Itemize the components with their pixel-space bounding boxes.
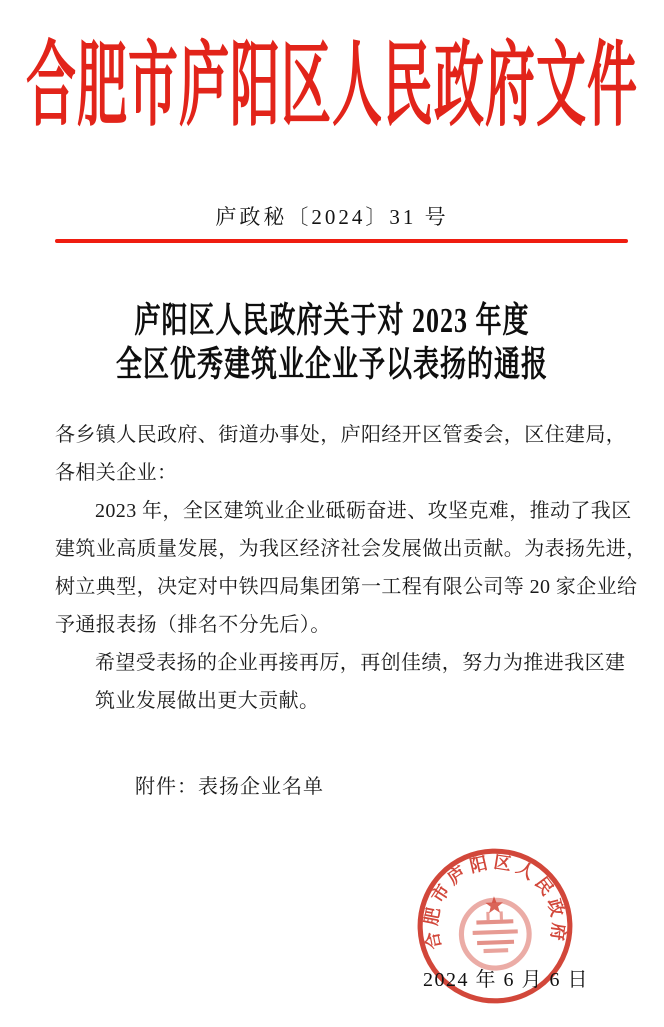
paragraph2-line-1: 希望受表扬的企业再接再厉，再创佳绩，努力为推进我区建 <box>95 652 626 674</box>
seal-arc-text: 合肥市庐阳区人民政府 <box>420 851 570 952</box>
document-body <box>55 416 647 720</box>
document-title-line2-text: 全区优秀建筑业企业予以表扬的通报 <box>115 344 548 384</box>
document-title-line2 <box>0 343 664 387</box>
red-divider-line <box>55 239 628 243</box>
paragraph1-line-4: 予通报表扬（排名不分先后）。 <box>55 614 331 636</box>
document-title <box>0 299 664 387</box>
masthead-title: 合肥市庐阳区人民政府文件 <box>26 33 638 138</box>
national-emblem-icon <box>460 895 530 969</box>
attachment-note: 附件：表扬企业名单 <box>135 776 324 798</box>
document-date: 2024 年 6 月 6 日 <box>423 969 589 991</box>
paragraph2-line-2: 筑业发展做出更大贡献。 <box>95 690 320 712</box>
salutation-line-2: 各相关企业： <box>55 462 178 484</box>
red-masthead <box>0 24 664 138</box>
salutation-line-1: 各乡镇人民政府、街道办事处，庐阳经开区管委会，区住建局， <box>55 424 627 446</box>
paragraph1-line-3: 树立典型，决定对中铁四局集团第一工程有限公司等 20 家企业给 <box>55 576 638 598</box>
paragraph1-line-2: 建筑业高质量发展，为我区经济社会发展做出贡献。为表扬先进， <box>55 538 647 560</box>
paragraph1-line-1: 2023 年，全区建筑业企业砥砺奋进、攻坚克难，推动了我区 <box>95 500 632 522</box>
document-title-line1-text: 庐阳区人民政府关于对 2023 年度 <box>134 300 530 340</box>
document-number: 庐政秘〔2024〕31 号 <box>215 205 449 229</box>
